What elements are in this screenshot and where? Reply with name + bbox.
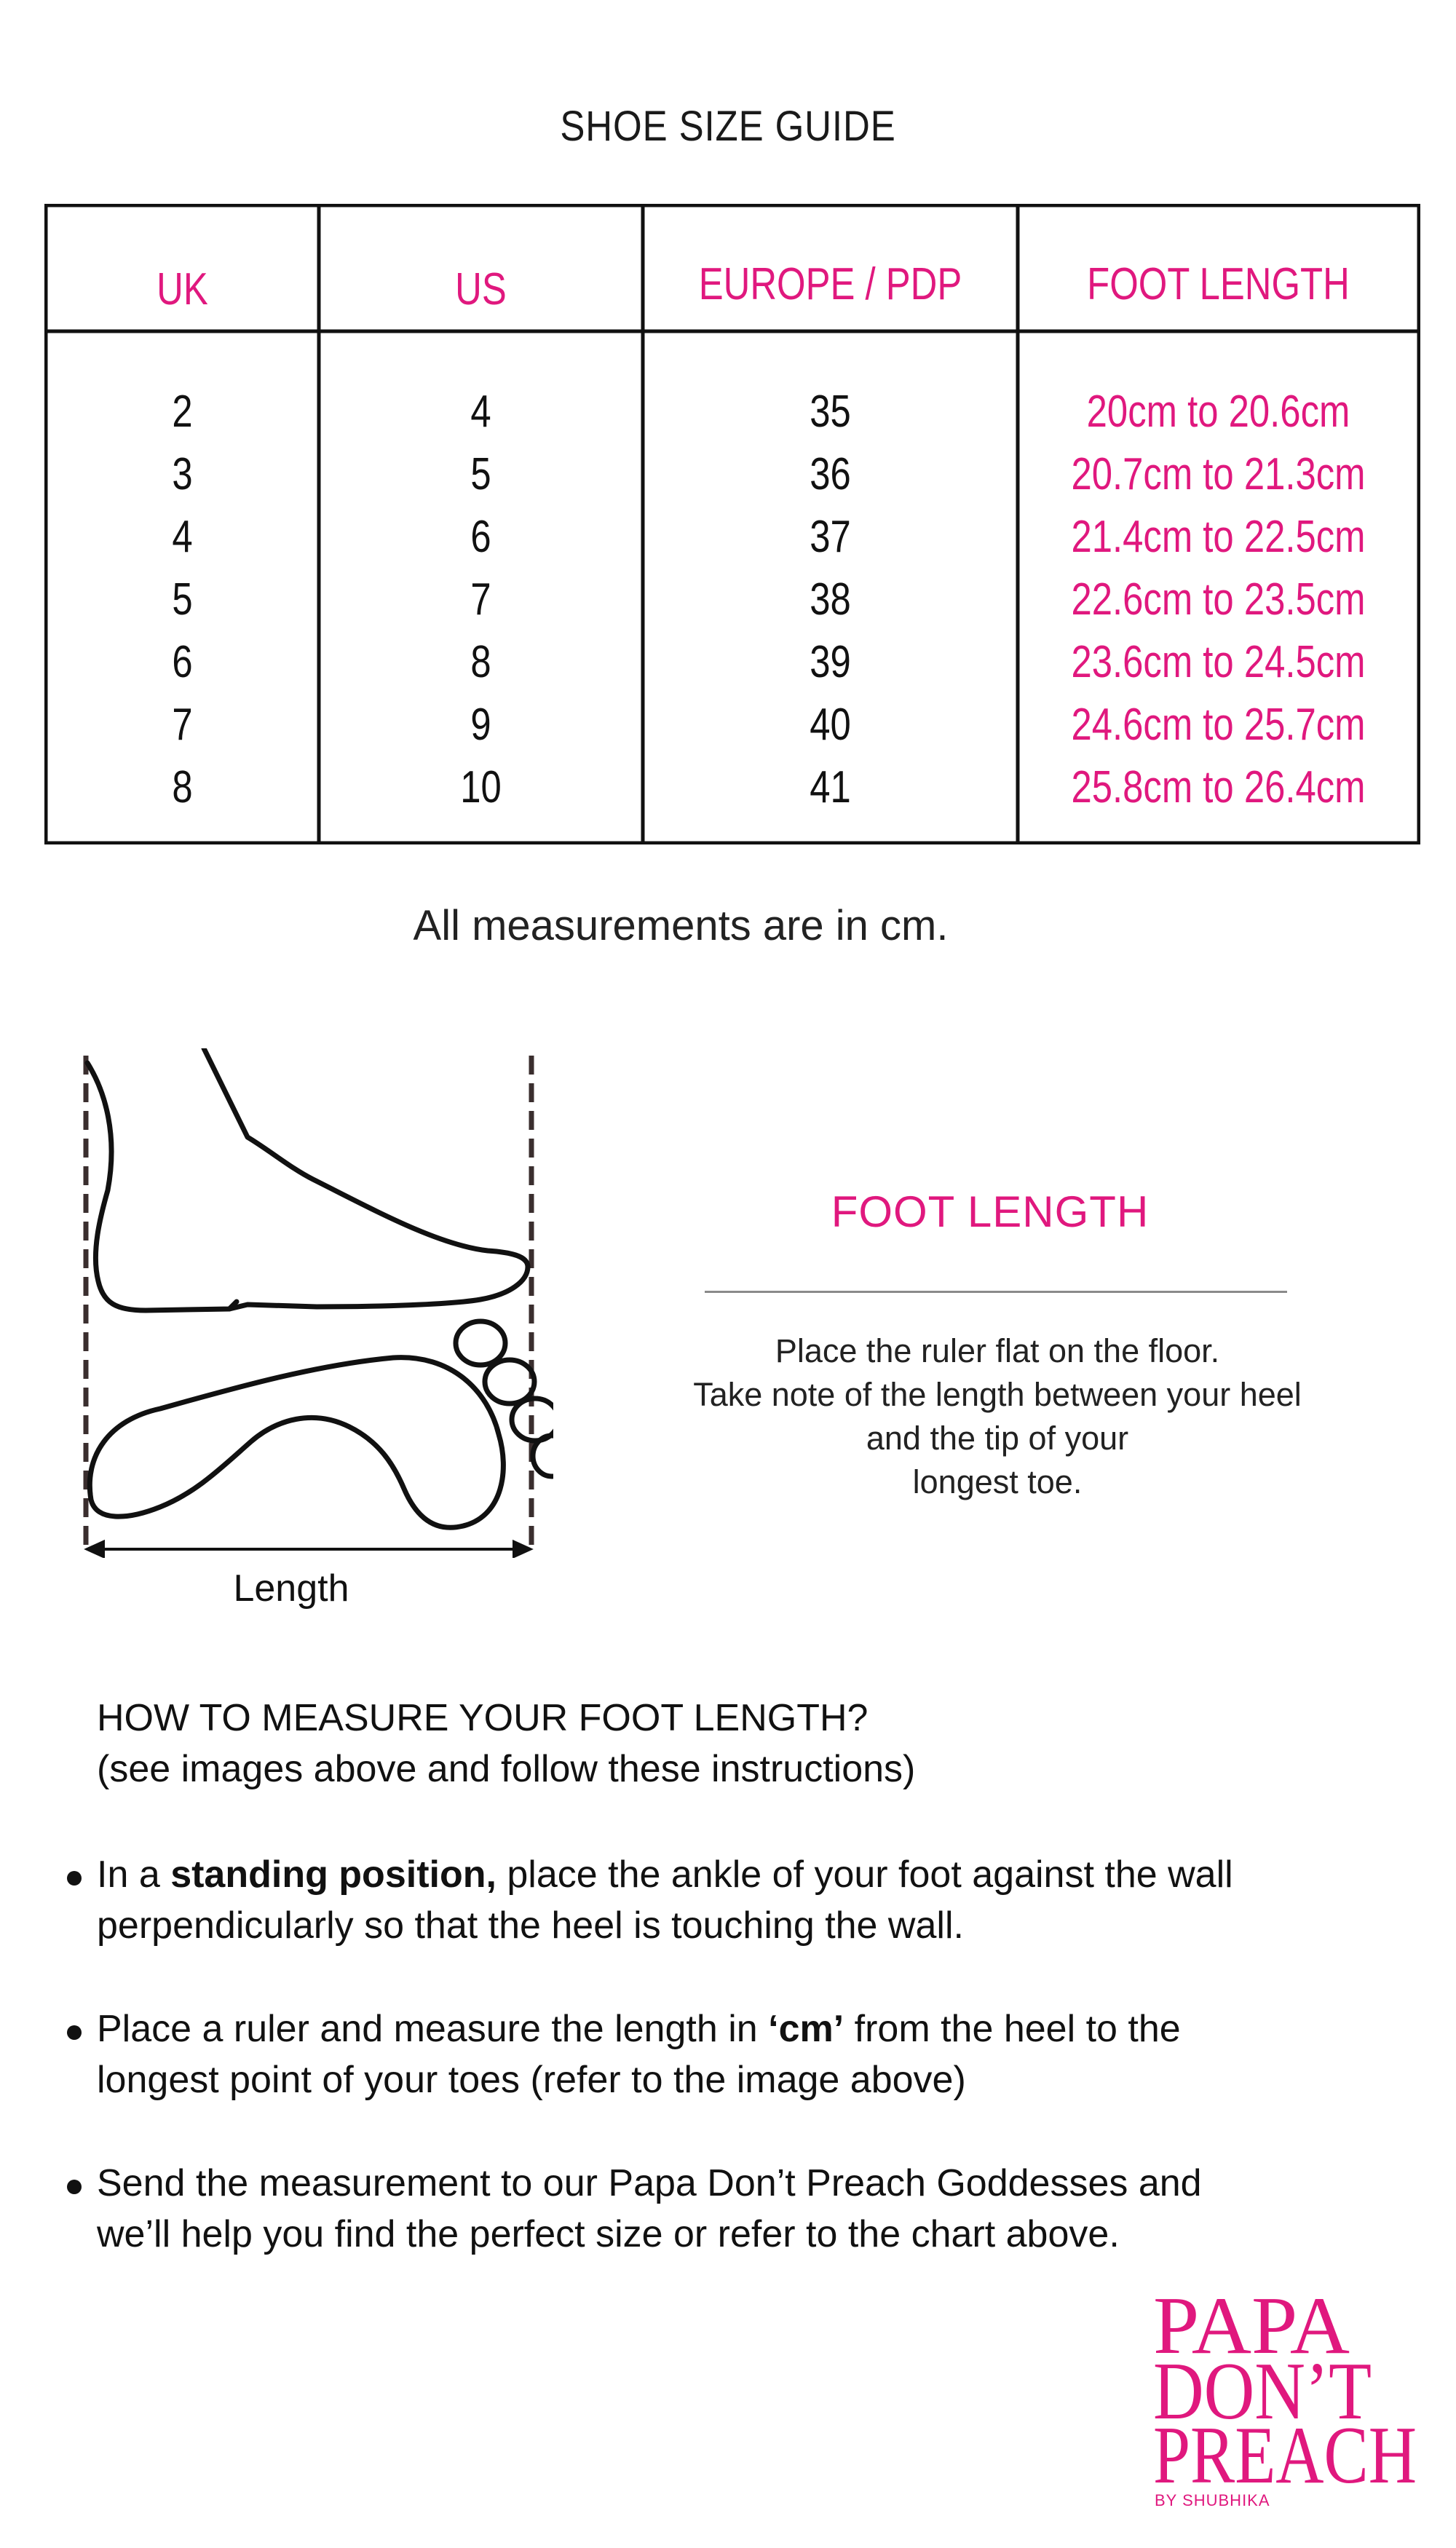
bullet-line: Send the measurement to our Papa Don’t Preach Goddesses and bbox=[97, 2162, 1202, 2204]
table-cell: 25.8cm to 26.4cm bbox=[1071, 762, 1366, 812]
logo-text: DON’T bbox=[1153, 2346, 1372, 2437]
foot-measure-illustration bbox=[73, 1048, 553, 1558]
table-cell: 20.7cm to 21.3cm bbox=[1071, 449, 1366, 499]
table-cell: 36 bbox=[810, 449, 851, 499]
measurement-note: All measurements are in cm. bbox=[413, 902, 949, 949]
table-cell: 22.6cm to 23.5cm bbox=[1071, 574, 1366, 625]
table-cell: 24.6cm to 25.7cm bbox=[1071, 700, 1366, 750]
table-cell: 4 bbox=[172, 512, 193, 562]
papa-dont-preach-logo bbox=[1150, 2286, 1420, 2512]
bullet-dot bbox=[67, 2025, 82, 2040]
table-cell: 40 bbox=[810, 700, 851, 750]
bullet-line: perpendicularly so that the heel is touching the wall. bbox=[97, 1904, 964, 1947]
bullet-line: we’ll help you find the perfect size or refer to the chart above. bbox=[97, 2213, 1120, 2255]
table-cell: 8 bbox=[172, 762, 193, 812]
instruction-line: Place the ruler flat on the floor. bbox=[775, 1332, 1220, 1369]
table-cell: 10 bbox=[460, 762, 502, 812]
table-cell: 7 bbox=[470, 574, 491, 625]
bullet-line: Place a ruler and measure the length in ‘cm’ from the heel to the bbox=[97, 2008, 1181, 2050]
bullet-line: In a standing position, place the ankle of your foot against the wall bbox=[97, 1853, 1233, 1896]
table-cell: 6 bbox=[470, 512, 491, 562]
divider bbox=[705, 1291, 1287, 1293]
column-header-uk: UK bbox=[157, 264, 208, 314]
how-to-subheading: (see images above and follow these instructions) bbox=[97, 1748, 916, 1790]
table-cell: 5 bbox=[172, 574, 193, 625]
table-cell: 5 bbox=[470, 449, 491, 499]
instruction-line: Take note of the length between your heel bbox=[693, 1376, 1302, 1413]
foot-length-heading: FOOT LENGTH bbox=[831, 1187, 1150, 1236]
table-cell: 35 bbox=[810, 387, 851, 437]
bullet-dot bbox=[67, 2180, 82, 2194]
logo-tagline: BY SHUBHIKA bbox=[1155, 2491, 1270, 2509]
table-cell: 6 bbox=[172, 637, 193, 687]
bullet-line: longest point of your toes (refer to the image above) bbox=[97, 2059, 966, 2101]
logo-text: PREACH bbox=[1153, 2410, 1417, 2501]
table-cell: 23.6cm to 24.5cm bbox=[1071, 637, 1366, 687]
page-title: SHOE SIZE GUIDE bbox=[560, 103, 896, 150]
table-cell: 9 bbox=[470, 700, 491, 750]
bullet-dot bbox=[67, 1871, 82, 1886]
length-label: Length bbox=[233, 1567, 349, 1610]
column-header-europe: EUROPE / PDP bbox=[698, 259, 962, 309]
instruction-line: longest toe. bbox=[912, 1463, 1083, 1500]
table-cell: 38 bbox=[810, 574, 851, 625]
table-cell: 8 bbox=[470, 637, 491, 687]
how-to-heading: HOW TO MEASURE YOUR FOOT LENGTH? bbox=[97, 1697, 869, 1739]
table-cell: 20cm to 20.6cm bbox=[1086, 387, 1350, 437]
foot-side-view-icon bbox=[87, 1048, 528, 1310]
table-cell: 21.4cm to 22.5cm bbox=[1071, 512, 1366, 562]
table-cell: 41 bbox=[810, 762, 851, 812]
column-header-foot-length: FOOT LENGTH bbox=[1087, 259, 1350, 309]
footprint-icon bbox=[90, 1321, 553, 1527]
table-cell: 37 bbox=[810, 512, 851, 562]
length-arrow bbox=[87, 1542, 530, 1556]
size-table bbox=[44, 204, 1420, 844]
table-cell: 3 bbox=[172, 449, 193, 499]
table-cell: 39 bbox=[810, 637, 851, 687]
table-cell: 4 bbox=[470, 387, 491, 437]
table-cell: 7 bbox=[172, 700, 193, 750]
table-cell: 2 bbox=[172, 387, 193, 437]
instruction-line: and the tip of your bbox=[866, 1420, 1129, 1457]
logo-text: PAPA bbox=[1153, 2286, 1350, 2371]
column-header-us: US bbox=[455, 264, 507, 314]
